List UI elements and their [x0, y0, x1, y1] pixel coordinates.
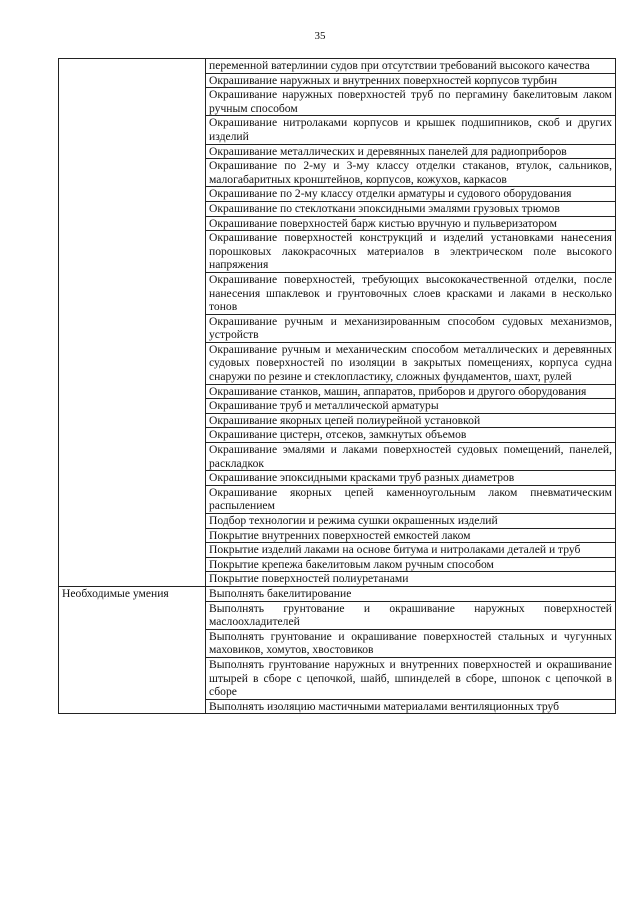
- table-cell-text: Окрашивание металлических и деревянных панелей для радиоприборов: [206, 144, 616, 159]
- table-cell-text: Окрашивание якорных цепей каменноугольным лаком пневматическим распылением: [206, 485, 616, 513]
- table-body: [59, 59, 616, 714]
- table-cell-text: Окрашивание поверхностей, требующих высококачественной отделки, после нанесения шпаклевок и грунтовочных слоев красками и лаками в несколько тонов: [206, 272, 616, 314]
- table-cell-text: Окрашивание труб и металлической арматуры: [206, 399, 616, 414]
- table-cell-text: Окрашивание цистерн, отсеков, замкнутых объемов: [206, 428, 616, 443]
- competency-table: [58, 58, 616, 714]
- table-cell-text: Окрашивание эмалями и лаками поверхностей судовых помещений, панелей, раскладкок: [206, 443, 616, 471]
- table-cell-text: Окрашивание эпоксидными красками труб разных диаметров: [206, 471, 616, 486]
- table-cell-text: Окрашивание по стеклоткани эпоксидными эмалями грузовых трюмов: [206, 201, 616, 216]
- table-cell-text: Окрашивание наружных и внутренних поверхностей корпусов турбин: [206, 73, 616, 88]
- table-cell-text: Выполнять грунтование и окрашивание поверхностей стальных и чугунных маховиков, хомутов, хвостовиков: [206, 629, 616, 657]
- table-cell-text: Окрашивание якорных цепей полиурейной установкой: [206, 413, 616, 428]
- table-cell-text: Окрашивание наружных поверхностей труб по пергамину бакелитовым лаком ручным способом: [206, 88, 616, 116]
- table-cell-text: Окрашивание по 2-му и 3-му классу отделки стаканов, втулок, сальников, малогабаритных кронштейнов, корпусов, кожухов, каркасов: [206, 159, 616, 187]
- table-cell-text: Выполнять изоляцию мастичными материалами вентиляционных труб: [206, 699, 616, 714]
- section-label-cell: Необходимые умения: [59, 586, 206, 713]
- table-cell-text: переменной ватерлинии судов при отсутствии требований высокого качества: [206, 59, 616, 74]
- table-cell-text: Выполнять грунтование наружных и внутренних поверхностей и окрашивание штырей в сборе с цепочкой, шайб, шпинделей в сборе, шпонок с цепочкой в сборе: [206, 657, 616, 699]
- table-cell-text: Окрашивание ручным и механизированным способом судовых механизмов, устройств: [206, 314, 616, 342]
- table-cell-text: Покрытие поверхностей полиуретанами: [206, 572, 616, 587]
- section-label-cell: [59, 59, 206, 587]
- table-cell-text: Окрашивание ручным и механическим способом металлических и деревянных судовых поверхностей по изоляции в закрытых помещениях, корпуса судна снаружи по резине и стеклопластику, сложных фундаментов, шахт, рулей: [206, 342, 616, 384]
- table-cell-text: Покрытие внутренних поверхностей емкостей лаком: [206, 528, 616, 543]
- table-cell-text: Окрашивание нитролаками корпусов и крышек подшипников, скоб и других изделий: [206, 116, 616, 144]
- page-number: 35: [314, 30, 326, 42]
- table-cell-text: Окрашивание поверхностей барж кистью вручную и пульверизатором: [206, 216, 616, 231]
- table-row: [59, 59, 616, 74]
- table-cell-text: Окрашивание по 2-му классу отделки арматуры и судового оборудования: [206, 187, 616, 202]
- table-row: [59, 586, 616, 601]
- table-cell-text: Окрашивание станков, машин, аппаратов, приборов и другого оборудования: [206, 384, 616, 399]
- table-cell-text: Покрытие изделий лаками на основе битума и нитролаками деталей и труб: [206, 543, 616, 558]
- table-cell-text: Выполнять грунтование и окрашивание наружных поверхностей маслоохладителей: [206, 601, 616, 629]
- table-cell-text: Подбор технологии и режима сушки окрашенных изделий: [206, 514, 616, 529]
- table-cell-text: Покрытие крепежа бакелитовым лаком ручным способом: [206, 557, 616, 572]
- table-cell-text: Окрашивание поверхностей конструкций и изделий установками нанесения порошковых лакокрасочных материалов в электрическом поле высокого напряжения: [206, 231, 616, 273]
- table-cell-text: Выполнять бакелитирование: [206, 586, 616, 601]
